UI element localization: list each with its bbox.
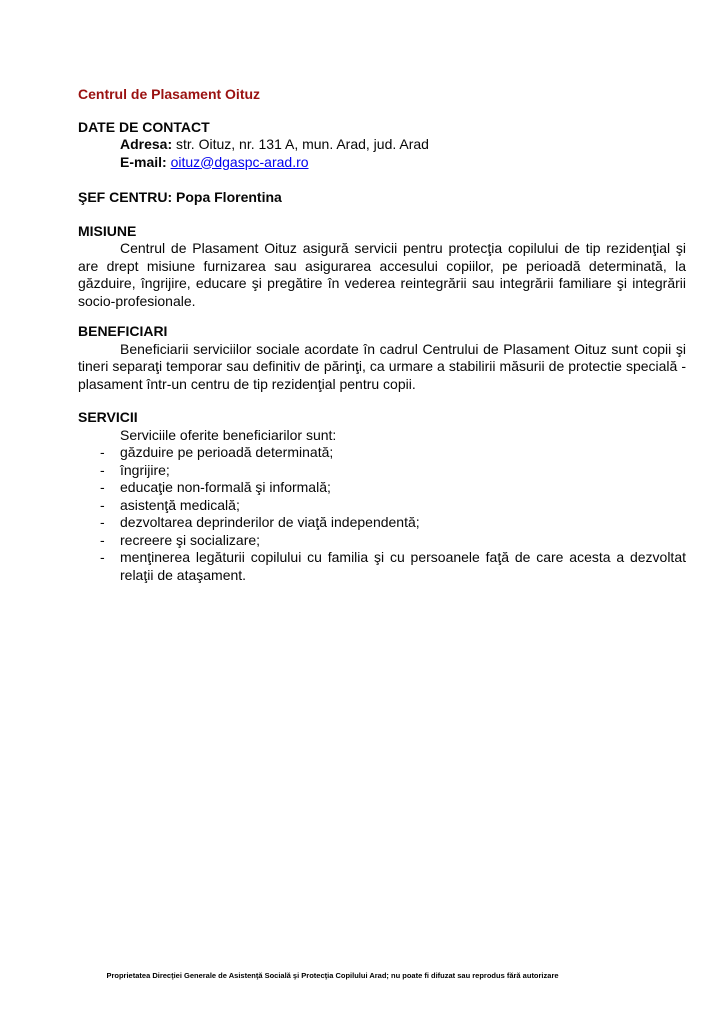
list-item: - menţinerea legăturii copilului cu familia şi cu persoanele faţă de care acesta a dezvoltat relaţii de ataşament. xyxy=(78,549,686,584)
email-link[interactable]: oituz@dgaspc-arad.ro xyxy=(170,153,309,170)
list-item: - găzduire pe perioadă determinată; xyxy=(78,444,686,462)
list-item: - îngrijire; xyxy=(78,462,686,480)
email-line xyxy=(120,154,686,172)
services-intro: Serviciile oferite beneficiarilor sunt: xyxy=(120,426,337,443)
email-label: E-mail: xyxy=(120,153,167,170)
list-item: - dezvoltarea deprinderilor de viaţă independentă; xyxy=(78,514,686,532)
beneficiaries-section-heading: BENEFICIARI xyxy=(78,323,168,339)
address-label: Adresa: xyxy=(120,136,173,152)
list-item: - educaţie non-formală şi informală; xyxy=(78,479,686,497)
beneficiaries-paragraph: Beneficiarii serviciilor sociale acordate în cadrul Centrului de Plasament Oituz sunt copii şi tineri separaţi temporar sau definitiv de părinţi, ca urmare a stabilirii măsurii de protectie specială - plasament într-un centru de tip rezidenţial pentru copii. xyxy=(78,340,686,392)
list-item: - recreere şi socializare; xyxy=(78,532,686,550)
services-list xyxy=(78,444,686,584)
mission-section-heading: MISIUNE xyxy=(78,222,137,239)
mission-paragraph: Centrul de Plasament Oituz asigură servicii pentru protecţia copilului de tip rezidenţial şi are drept misiune furnizarea sau asigurarea accesului copiilor, pe perioadă determinată, la găzduire, îngrijire, educare şi pregătire în vederea reintegrării sau integrării familiare şi integrării socio-profesionale. xyxy=(78,240,686,309)
chief-label: ŞEF CENTRU: xyxy=(78,189,173,205)
list-item: - asistenţă medicală; xyxy=(78,497,686,515)
page-title: Centrul de Plasament Oituz xyxy=(78,86,261,102)
address-line xyxy=(120,136,686,154)
contact-section-heading: DATE DE CONTACT xyxy=(78,118,210,135)
services-section-heading: SERVICII xyxy=(78,409,138,425)
footer-confidentiality-note: Proprietatea Direcţiei Generale de Asistenţă Socială şi Protecţia Copilului Arad; nu poate fi difuzat sau reprodus fără autorizare xyxy=(106,971,559,980)
chief-value: Popa Florentina xyxy=(176,189,282,205)
address-value: str. Oituz, nr. 131 A, mun. Arad, jud. Arad xyxy=(176,136,429,152)
chief-line xyxy=(78,189,686,207)
